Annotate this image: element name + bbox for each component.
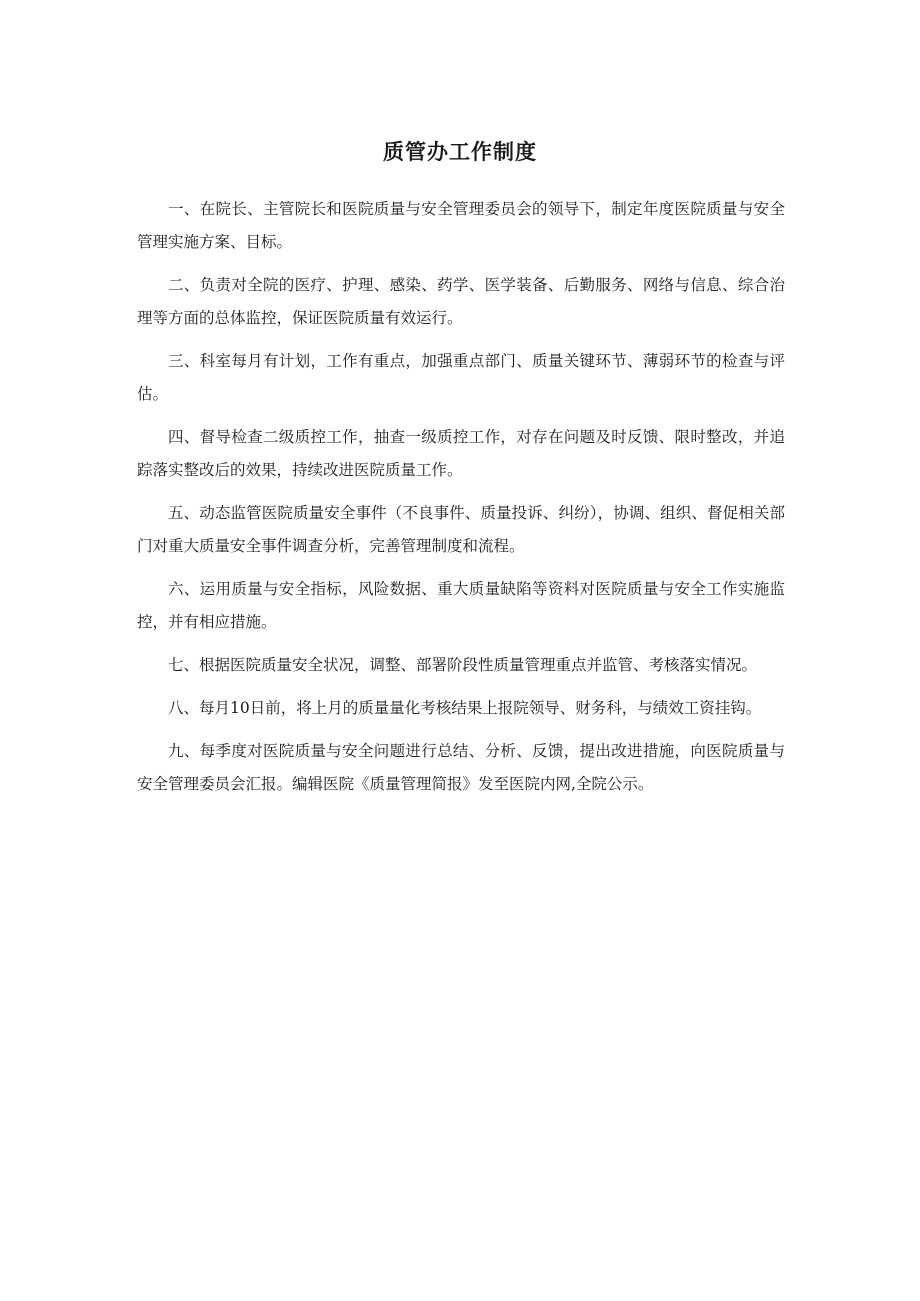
clause-8: 八、每月10日前，将上月的质量量化考核结果上报院领导、财务科，与绩效工资挂钩。 xyxy=(168,699,762,717)
clause-2: 二、负责对全院的医疗、护理、感染、药学、医学装备、后勤服务、网络与信息、综合治理等方面的总体监控，保证医院质量有效运行。 xyxy=(137,276,785,327)
clause-5: 五、动态监管医院质量安全事件（不良事件、质量投诉、纠纷），协调、组织、督促相关部门对重大质量安全事件调查分析，完善管理制度和流程。 xyxy=(137,504,785,555)
document-body xyxy=(137,193,785,811)
clause-3: 三、科室每月有计划，工作有重点，加强重点部门、质量关键环节、薄弱环节的检查与评估。 xyxy=(137,352,785,403)
clause-9: 九、每季度对医院质量与安全问题进行总结、分析、反馈，提出改进措施，向医院质量与安全管理委员会汇报。编辑医院《质量管理简报》发至医院内网,全院公示。 xyxy=(137,742,785,793)
clause-1: 一、在院长、主管院长和医院质量与安全管理委员会的领导下，制定年度医院质量与安全管理实施方案、目标。 xyxy=(137,200,785,251)
clause-7: 七、根据医院质量安全状况，调整、部署阶段性质量管理重点并监管、考核落实情况。 xyxy=(168,656,758,674)
clause-4: 四、督导检查二级质控工作，抽查一级质控工作，对存在问题及时反馈、限时整改，并追踪落实整改后的效果，持续改进医院质量工作。 xyxy=(137,428,785,479)
document-title: 质管办工作制度 xyxy=(383,140,537,164)
clause-6: 六、运用质量与安全指标，风险数据、重大质量缺陷等资料对医院质量与安全工作实施监控，并有相应措施。 xyxy=(137,580,785,631)
